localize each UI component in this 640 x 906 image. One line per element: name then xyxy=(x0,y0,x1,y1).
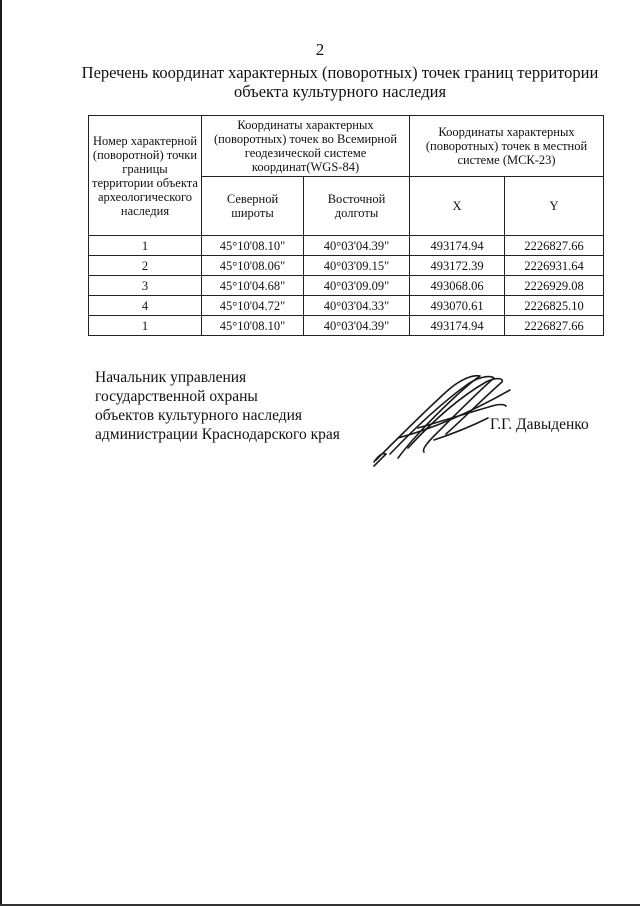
cell-y: 2226825.10 xyxy=(505,296,604,316)
header-msk23-group: Координаты характерных (поворотных) точек в местной системе (МСК-23) xyxy=(410,116,604,177)
position-title-line: Начальник управления xyxy=(95,369,247,386)
cell-point-number: 4 xyxy=(89,296,202,316)
page-number: 2 xyxy=(315,40,325,59)
header-point-number: Номер характерной (поворотной) точки границы территории объекта археологического наследия xyxy=(89,116,202,236)
cell-x: 493174.94 xyxy=(410,316,505,336)
cell-latitude: 45°10'08.10" xyxy=(202,236,304,256)
signature-block xyxy=(95,368,340,444)
cell-point-number: 1 xyxy=(89,316,202,336)
header-y: Y xyxy=(505,177,604,236)
page-left-edge xyxy=(0,0,2,906)
cell-longitude: 40°03'04.39" xyxy=(304,236,410,256)
header-north-latitude: Северной широты xyxy=(202,177,304,236)
table-header-row xyxy=(89,116,604,177)
cell-longitude: 40°03'04.33" xyxy=(304,296,410,316)
position-title-line: объектов культурного наследия xyxy=(95,407,303,424)
cell-y: 2226931.64 xyxy=(505,256,604,276)
cell-x: 493070.61 xyxy=(410,296,505,316)
header-wgs84-group: Координаты характерных (поворотных) точек во Всемирной геодезической системе координат(WGS-84) xyxy=(202,116,410,177)
cell-longitude: 40°03'04.39" xyxy=(304,316,410,336)
signatory-name: Г.Г. Давыденко xyxy=(490,416,589,433)
cell-x: 493174.94 xyxy=(410,236,505,256)
position-title-line: государственной охраны xyxy=(95,388,258,405)
cell-y: 2226827.66 xyxy=(505,316,604,336)
position-title-line: администрации Краснодарского края xyxy=(95,426,340,443)
cell-point-number: 3 xyxy=(89,276,202,296)
header-x: X xyxy=(410,177,505,236)
cell-y: 2226929.08 xyxy=(505,276,604,296)
cell-x: 493172.39 xyxy=(410,256,505,276)
cell-y: 2226827.66 xyxy=(505,236,604,256)
table-row xyxy=(89,236,604,256)
header-east-longitude: Восточной долготы xyxy=(304,177,410,236)
cell-point-number: 2 xyxy=(89,256,202,276)
table-row xyxy=(89,296,604,316)
cell-x: 493068.06 xyxy=(410,276,505,296)
document-title-line: Перечень координат характерных (поворотных) точек границ территории xyxy=(81,63,599,82)
document-title xyxy=(60,63,620,101)
cell-latitude: 45°10'04.68" xyxy=(202,276,304,296)
table-row xyxy=(89,276,604,296)
table-row xyxy=(89,316,604,336)
cell-latitude: 45°10'08.06" xyxy=(202,256,304,276)
coordinates-table xyxy=(88,115,604,336)
document-title-line: объекта культурного наследия xyxy=(233,82,447,101)
cell-latitude: 45°10'04.72" xyxy=(202,296,304,316)
table-row xyxy=(89,256,604,276)
cell-longitude: 40°03'09.09" xyxy=(304,276,410,296)
cell-point-number: 1 xyxy=(89,236,202,256)
cell-longitude: 40°03'09.15" xyxy=(304,256,410,276)
cell-latitude: 45°10'08.10" xyxy=(202,316,304,336)
